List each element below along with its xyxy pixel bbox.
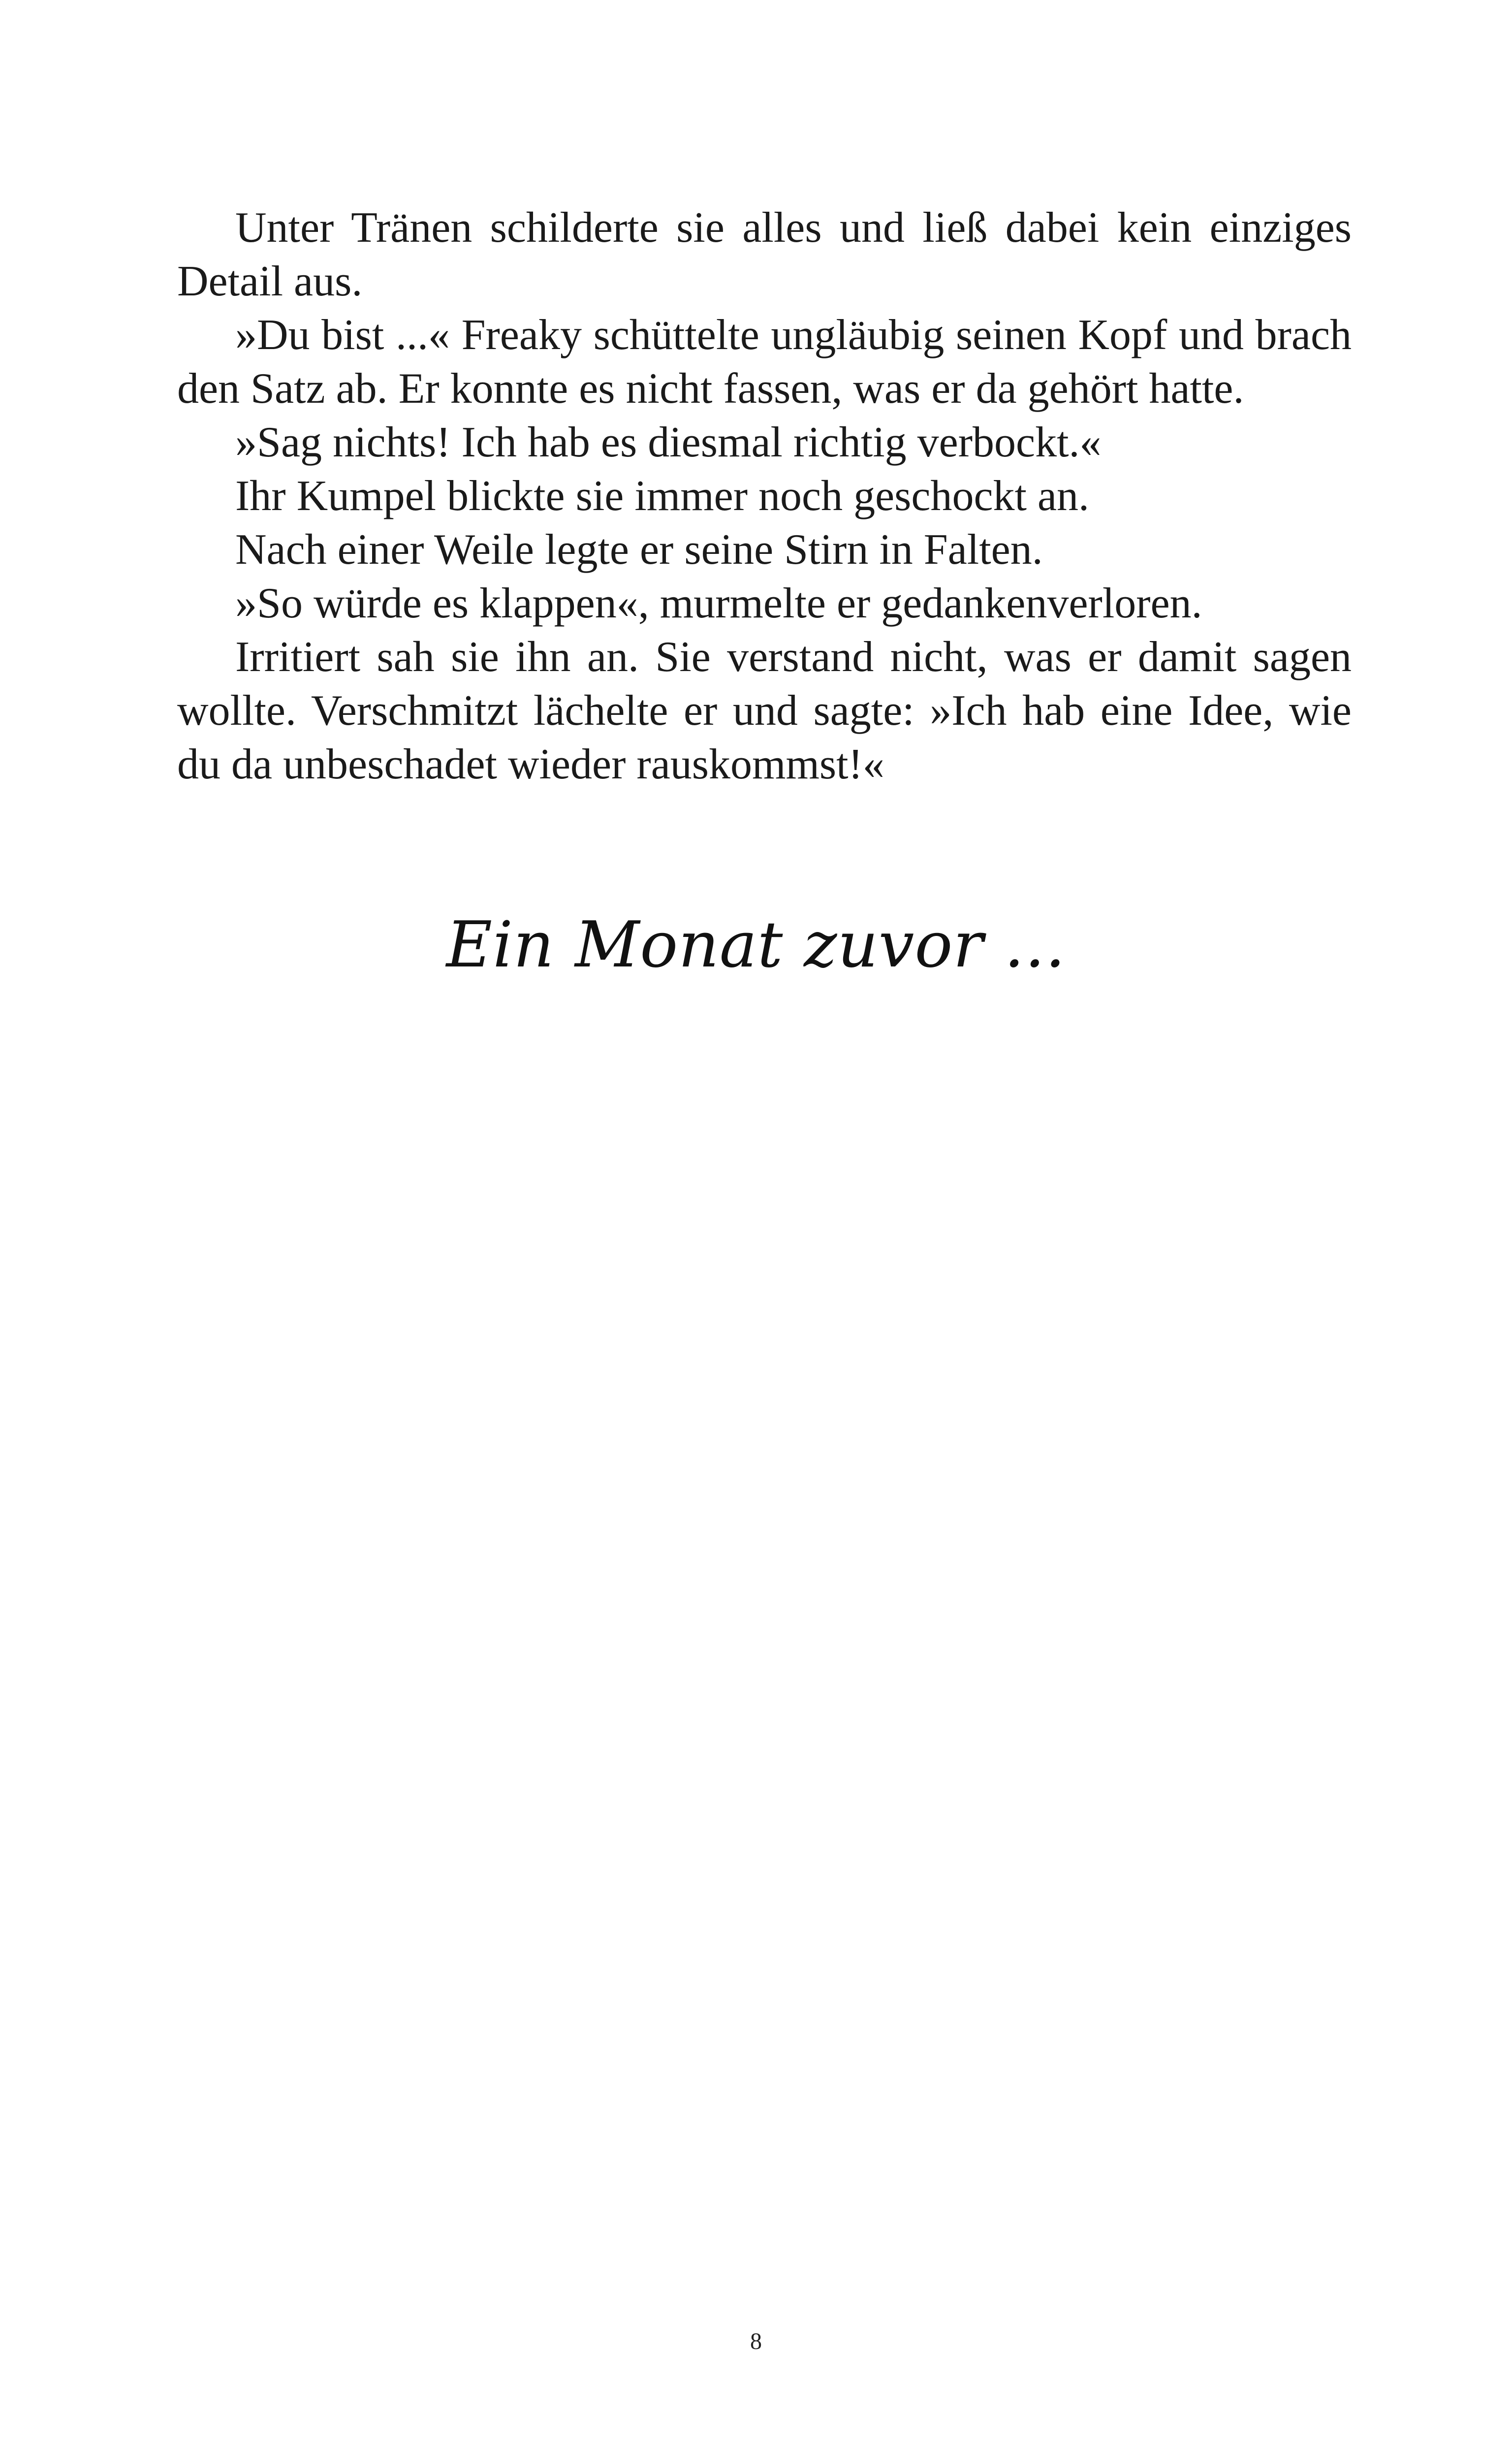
page-number: 8 [750,2328,762,2354]
paragraph: Ihr Kumpel blickte sie immer noch geschockt an. [235,472,1090,520]
body-text [177,201,1352,791]
paragraph: »So würde es klappen«, murmelte er gedankenverloren. [235,579,1202,627]
paragraph: »Du bist ...« Freaky schüttelte ungläubig seinen Kopf und brach den Satz ab. Er konnte es nicht fassen, was er da gehört hatte. [177,311,1352,413]
paragraph: »Sag nichts! Ich hab es diesmal richtig verbockt.« [235,418,1102,466]
section-heading: Ein Monat zuvor ... [446,908,1066,982]
paragraph: Unter Tränen schilderte sie alles und ließ dabei kein einziges Detail aus. [177,204,1352,305]
paragraph: Nach einer Weile legte er seine Stirn in Falten. [235,526,1043,574]
paragraph: Irritiert sah sie ihn an. Sie verstand nicht, was er damit sagen wollte. Verschmitzt lächelte er und sagte: »Ich hab eine Idee, wie du da unbeschadet wieder rauskommst!« [177,633,1352,788]
